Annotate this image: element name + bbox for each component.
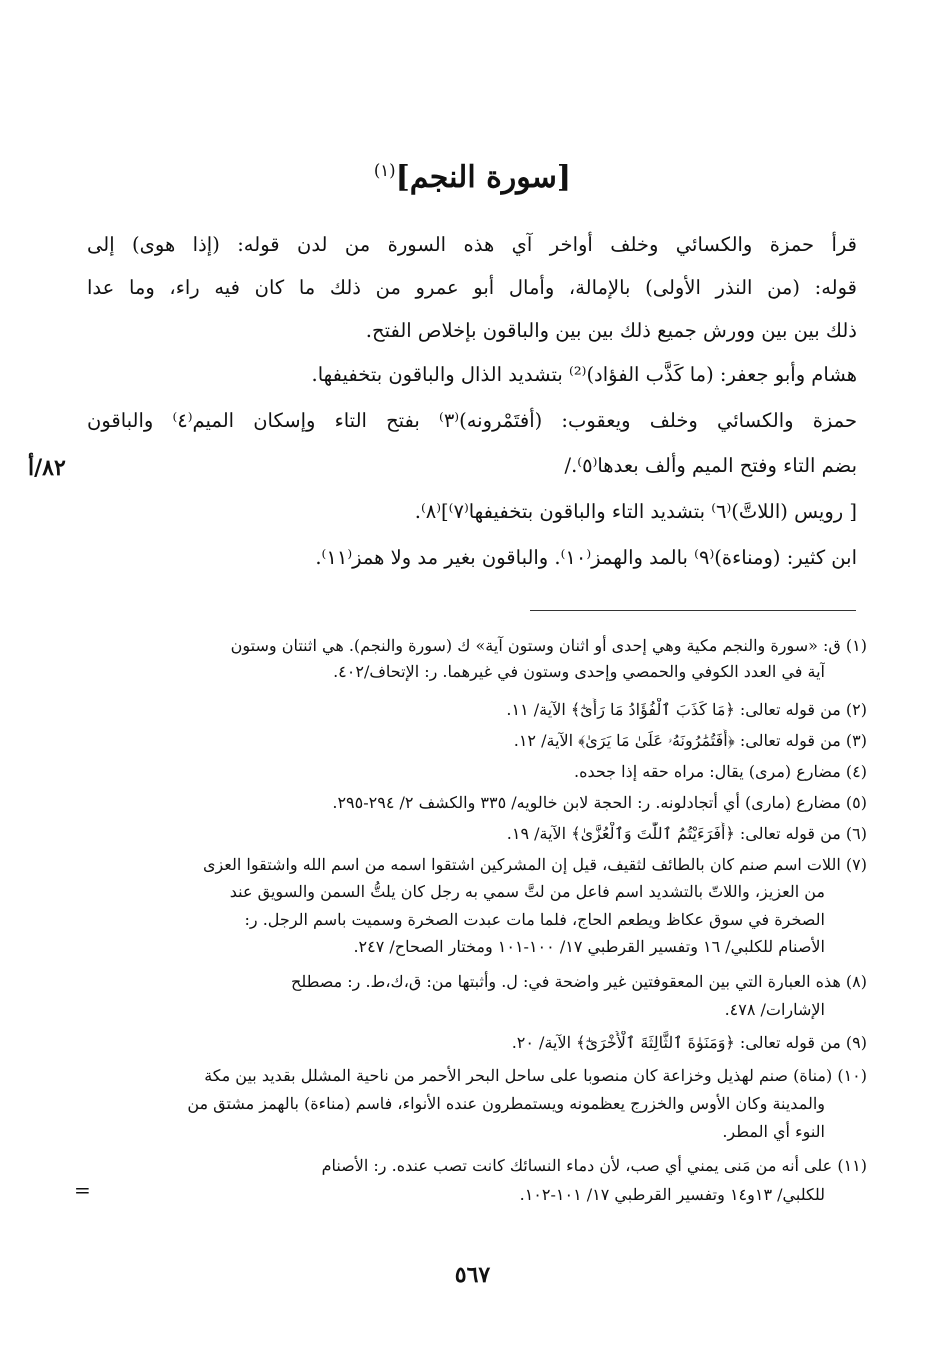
text-line: ابن كثير: (ومناءة)⁽٩⁾ بالمد والهمز⁽١٠⁾. والباقون بغير مد ولا همز⁽١١⁾. (315, 546, 857, 569)
surah-title (0, 160, 945, 195)
text-line: ذلك بين بين وورش جميع ذلك بين بين والباقون بإخلاص الفتح. (365, 319, 857, 342)
footnote-line: (١١) على أنه من مَنى يمني أي صب، لأن دماء النسائك كانت تصب عنده. ر: الأصنام (321, 1156, 867, 1175)
footnote-line: (٥) مضارع (مارى) أي أتجادلونه. ر: الحجة لابن خالويه/ ٣٣٥ والكشف ٢/ ٢٩٤-٢٩٥. (332, 793, 867, 812)
footnote-line: والمدينة وكان الأوس والخزرج يعظمونه ويستمطرون عنده الأنواء، فاسم (مناءة) بالهمز مشتق من (187, 1094, 825, 1113)
footnote-line: آية في العدد الكوفي والحمصي وإحدى وستون في غيرهما. ر: الإتحاف/٤٠٢. (333, 662, 825, 681)
text-line: [ رويس (اللاتَّ)⁽٦⁾ بتشديد التاء والباقون بتخفيفها⁽٧⁾]⁽٨⁾. (414, 500, 857, 523)
surah-title-text: [سورة النجم] (395, 160, 572, 195)
continuation-mark: = (74, 1178, 91, 1202)
page-number: ٥٦٧ (454, 1262, 491, 1288)
footnote-line: (٤) مضارع (مرى) يقال: مراه حقه إذا جحده. (573, 762, 867, 781)
footnote-line: (١) ق: «سورة والنجم مكية وهي إحدى أو اثنان وستون آية» ك (سورة والنجم). هي اثنتان وستون (230, 636, 867, 655)
text-line: قوله: (من النذر الأولى) بالإمالة، وأمال أبو عمرو من ذلك ما كان فيه راء، وما عدا (87, 276, 857, 299)
text-line: هشام وأبو جعفر: (ما كَذَّب الفؤاد)⁽²⁾ بتشديد الذال والباقون بتخفيفها. (311, 363, 857, 386)
footnote-line: الأصنام للكلبي/ ١٦ وتفسير القرطبي ١٧/ ١٠٠-١٠١ ومختار الصحاح/ ٢٤٧. (353, 937, 825, 956)
footnote-line: النوء أي المطر. (722, 1122, 825, 1141)
manuscript-folio-ref: ٨٢/أ (28, 455, 66, 481)
text-line: بضم التاء وفتح الميم وألف بعدها⁽٥⁾./ (564, 454, 857, 477)
footnote-line: الإشارات/ ٤٧٨. (724, 1000, 825, 1019)
footnote-line: الصخرة في سوق عكاظ ويطعم الحاج، فلما مات عبدت الصخرة وسميت باسم الرجل. ر: (244, 910, 825, 929)
footnote-line: (٧) اللات اسم صنم كان بالطائف لثقيف، قيل إن المشركين اشتقوا اسمه من اسم الله واشتقوا العزى (202, 855, 867, 874)
footnote-line: (١٠) (مناة) صنم لهذيل وخزاعة كان منصوبا على ساحل البحر الأحمر من ناحية المشلل بقديد بين مكة (204, 1066, 867, 1085)
footnote-line: للكلبي/ ١٣و١٤ وتفسير القرطبي ١٧/ ١٠١-١٠٢. (519, 1185, 825, 1204)
footnote-line: (٦) من قوله تعالى: ﴿أَفَرَءَيْتُمُ ٱللَّٰتَ وَٱلْعُزَّىٰ﴾ الآية/ ١٩. (506, 824, 867, 843)
text-line: حمزة والكسائي وخلف ويعقوب: (أفتَمْرونه)⁽٣⁾ بفتح التاء وإسكان الميم⁽٤⁾ والباقون (87, 409, 857, 432)
footnote-line: (٨) هذه العبارة التي بين المعقوفتين غير واضحة في: ل. وأثبتها من: ق،ك،ط. ر: مصطلح (290, 972, 867, 991)
title-footnote-ref: (١) (373, 161, 396, 180)
footnote-separator (530, 610, 856, 611)
footnote-line: (٩) من قوله تعالى: ﴿وَمَنَوٰةَ ٱلثَّالِثَةَ ٱلْأُخْرَىٰٓ﴾ الآية/ ٢٠. (511, 1033, 867, 1052)
footnote-line: من العزيز، واللاتّ بالتشديد اسم فاعل من لتَّ سمي به رجل كان يلتُّ السمن والسويق عند (229, 882, 825, 901)
footnote-line: (٣) من قوله تعالى: ﴿أَفَتُمَٰرُونَهُۥ عَلَىٰ مَا يَرَىٰ﴾ الآية/ ١٢. (513, 731, 867, 750)
footnote-line: (٢) من قوله تعالى: ﴿مَا كَذَبَ ٱلْفُؤَادُ مَا رَأَىٰٓ﴾ الآية/ ١١. (506, 700, 867, 719)
text-line: قرأ حمزة والكسائي وخلف أواخر آي هذه السورة من لدن قوله: (إذا هوى) إلى (87, 233, 857, 256)
